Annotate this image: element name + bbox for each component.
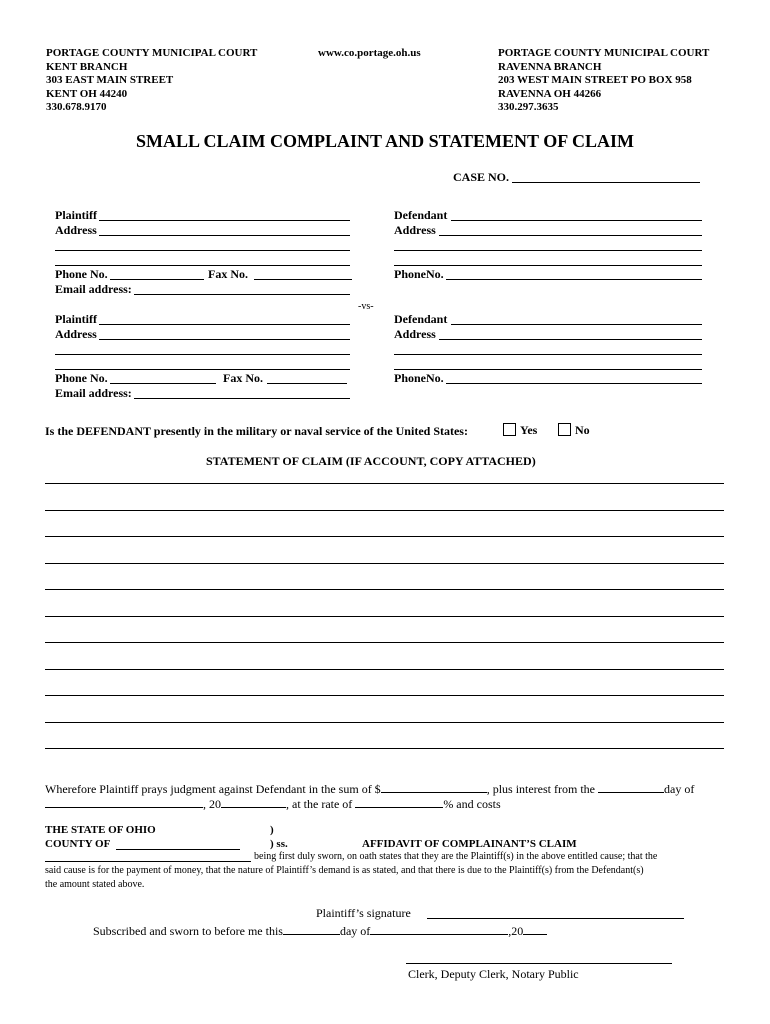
defendant-2-phone-label: PhoneNo. (394, 371, 444, 385)
plaintiff-2-label: Plaintiff (55, 312, 97, 326)
plaintiff-2-address-label: Address (55, 327, 97, 341)
statement-line-10[interactable] (45, 722, 724, 723)
yes-checkbox[interactable] (503, 423, 516, 436)
defendant-1-address-field[interactable] (439, 235, 702, 236)
plaintiff-2-phone-field[interactable] (110, 383, 216, 384)
defendant-2-phone-field[interactable] (446, 383, 702, 384)
kent-court-name: PORTAGE COUNTY MUNICIPAL COURT (46, 47, 258, 59)
statement-line-9[interactable] (45, 695, 724, 696)
clerk-signature-field[interactable] (406, 963, 672, 964)
plaintiff-1-email-field[interactable] (134, 294, 350, 295)
military-no-option[interactable] (558, 423, 590, 438)
plaintiff-1-address-line-2[interactable] (55, 250, 350, 251)
versus-label: -vs- (358, 301, 374, 312)
statement-line-6[interactable] (45, 616, 724, 617)
sworn-day-of-text: day of (339, 924, 371, 938)
yes-label: Yes (520, 423, 538, 437)
sworn-year-field[interactable] (523, 922, 547, 935)
plaintiff-1-phone-field[interactable] (110, 279, 204, 280)
plaintiff-signature-field[interactable] (427, 918, 684, 919)
plaintiff-2-field[interactable] (99, 324, 350, 325)
plaintiff-1-address-label: Address (55, 223, 97, 237)
defendant-2-address-field[interactable] (439, 339, 702, 340)
prayer-line-2 (45, 795, 501, 812)
plaintiff-1-address-field[interactable] (99, 235, 350, 236)
plaintiff-2-email-field[interactable] (134, 398, 350, 399)
plaintiff-2-address-line-3[interactable] (55, 369, 350, 370)
ravenna-branch-name: RAVENNA BRANCH (498, 60, 602, 73)
no-checkbox[interactable] (558, 423, 571, 436)
plaintiff-1-fax-field[interactable] (254, 279, 352, 280)
defendant-2-address-line-2[interactable] (394, 354, 702, 355)
prayer-year-text: , 20 (203, 797, 221, 811)
military-yes-option[interactable] (503, 423, 537, 438)
plaintiff-1-address-line-3[interactable] (55, 265, 350, 266)
state-paren: ) (270, 824, 274, 836)
plaintiff-1-fax-label: Fax No. (208, 267, 248, 281)
statement-heading: STATEMENT OF CLAIM (IF ACCOUNT, COPY ATTACHED) (206, 454, 536, 468)
sworn-year-text: ,20 (508, 924, 524, 938)
ravenna-phone: 330.297.3635 (498, 101, 559, 113)
prayer-costs-text: % and costs (443, 797, 501, 811)
plaintiff-signature-label: Plaintiff’s signature (316, 906, 411, 920)
statement-line-11[interactable] (45, 748, 724, 749)
form-title: SMALL CLAIM COMPLAINT AND STATEMENT OF CLAIM (135, 131, 635, 151)
plaintiff-1-label: Plaintiff (55, 208, 97, 222)
defendant-1-label: Defendant (394, 208, 448, 222)
county-of-label: COUNTY OF (45, 838, 111, 850)
defendant-1-phone-label: PhoneNo. (394, 267, 444, 281)
plaintiff-2-fax-label: Fax No. (223, 371, 263, 385)
county-field[interactable] (116, 849, 240, 850)
defendant-2-label: Defendant (394, 312, 448, 326)
plaintiff-2-address-line-2[interactable] (55, 354, 350, 355)
prayer-sum-field[interactable] (381, 780, 487, 793)
statement-line-5[interactable] (45, 589, 724, 590)
case-no-label: CASE NO. (453, 170, 510, 184)
prayer-month-field[interactable] (45, 795, 203, 808)
plaintiff-1-field[interactable] (99, 220, 350, 221)
kent-city: KENT OH 44240 (46, 87, 128, 100)
prayer-year-field[interactable] (221, 795, 286, 808)
defendant-1-address-label: Address (394, 223, 436, 237)
prayer-sum-text: Wherefore Plaintiff prays judgment against Defendant in the sum of $ (45, 782, 381, 796)
statement-line-8[interactable] (45, 669, 724, 670)
defendant-2-address-label: Address (394, 327, 436, 341)
affiant-name-field[interactable] (45, 861, 251, 862)
state-of-ohio: THE STATE OF OHIO (45, 824, 156, 836)
clerk-label: Clerk, Deputy Clerk, Notary Public (408, 967, 579, 981)
kent-phone: 330.678.9170 (46, 101, 107, 113)
statement-line-7[interactable] (45, 642, 724, 643)
affidavit-heading: AFFIDAVIT OF COMPLAINANT’S CLAIM (362, 838, 577, 850)
ss-label: ) ss. (270, 838, 288, 850)
kent-branch-address (46, 47, 257, 115)
statement-line-2[interactable] (45, 510, 724, 511)
sworn-day-field[interactable] (283, 922, 340, 935)
affidavit-body-2: said cause is for the payment of money, that the nature of Plaintiff’s demand is as stated, and that there is due to the Plaintiff(s) from the Defendant(s) (45, 865, 644, 876)
defendant-2-field[interactable] (451, 324, 702, 325)
sworn-month-field[interactable] (370, 922, 508, 935)
plaintiff-1-email-label: Email address: (55, 282, 132, 296)
defendant-1-phone-field[interactable] (446, 279, 702, 280)
affidavit-body-3: the amount stated above. (45, 879, 145, 890)
statement-line-3[interactable] (45, 536, 724, 537)
statement-line-4[interactable] (45, 563, 724, 564)
prayer-interest-day-field[interactable] (598, 780, 664, 793)
case-no-field[interactable] (512, 182, 700, 183)
plaintiff-2-address-field[interactable] (99, 339, 350, 340)
kent-branch-name: KENT BRANCH (46, 60, 128, 73)
prayer-rate-field[interactable] (355, 795, 443, 808)
defendant-1-field[interactable] (451, 220, 702, 221)
ravenna-city: RAVENNA OH 44266 (498, 87, 602, 100)
prayer-rate-text: , at the rate of (286, 797, 353, 811)
defendant-2-address-line-3[interactable] (394, 369, 702, 370)
ravenna-street: 203 WEST MAIN STREET PO BOX 958 (498, 74, 692, 86)
ravenna-branch-address (498, 47, 709, 115)
military-question: Is the DEFENDANT presently in the military or naval service of the United States: (45, 424, 468, 438)
kent-street: 303 EAST MAIN STREET (46, 74, 174, 86)
defendant-1-address-line-3[interactable] (394, 265, 702, 266)
ravenna-court-name: PORTAGE COUNTY MUNICIPAL COURT (498, 47, 710, 59)
statement-line-1[interactable] (45, 483, 724, 484)
plaintiff-1-phone-label: Phone No. (55, 267, 108, 281)
prayer-interest-text: , plus interest from the (486, 782, 595, 796)
defendant-1-address-line-2[interactable] (394, 250, 702, 251)
no-label: No (575, 423, 590, 437)
plaintiff-2-fax-field[interactable] (267, 383, 347, 384)
plaintiff-2-email-label: Email address: (55, 386, 132, 400)
sworn-text: Subscribed and sworn to before me this (93, 924, 283, 938)
affidavit-body-1: being first duly sworn, on oath states that they are the Plaintiff(s) in the above entitled cause; that the (254, 851, 658, 862)
plaintiff-2-phone-label: Phone No. (55, 371, 108, 385)
prayer-day-of-text: day of (664, 782, 695, 796)
sworn-line (93, 922, 547, 939)
court-website: www.co.portage.oh.us (318, 47, 421, 59)
